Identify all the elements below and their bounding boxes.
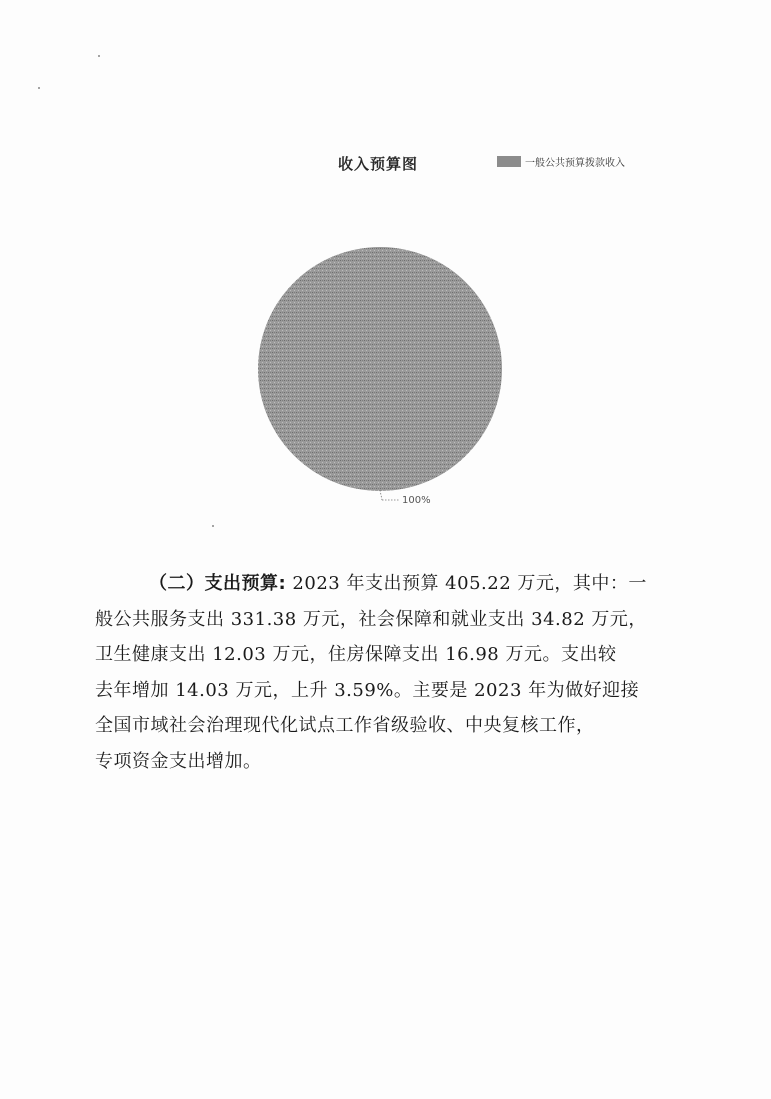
legend-swatch <box>497 156 521 167</box>
scan-speck <box>38 87 40 89</box>
paragraph-line-4: 去年增加 14.03 万元，上升 3.59%。主要是 2023 年为做好迎接 <box>95 679 640 701</box>
paragraph-line-3: 卫生健康支出 12.03 万元，住房保障支出 16.98 万元。支出较 <box>95 644 617 665</box>
scan-speck <box>212 525 214 527</box>
leader-line <box>380 490 382 500</box>
section-heading: （二）支出预算: <box>149 573 287 594</box>
paragraph-line-5: 全国市域社会治理现代化试点工作省级验收、中央复核工作， <box>95 715 595 736</box>
chart-legend <box>497 154 625 169</box>
pie-data-label: 100% <box>402 495 431 506</box>
paragraph-line-6: 专项资金支出增加。 <box>95 750 262 772</box>
line-text: 2023 年支出预算 405.22 万元，其中：一 <box>286 573 647 594</box>
chart-title: 收入预算图 <box>338 155 419 173</box>
pie-chart <box>240 232 520 512</box>
body-paragraph <box>95 566 667 779</box>
pie-slice <box>258 247 502 491</box>
scan-speck <box>98 55 100 57</box>
paragraph-line-1 <box>95 566 667 602</box>
legend-label: 一般公共预算拨款收入 <box>525 158 625 169</box>
paragraph-line-2: 般公共服务支出 331.38 万元，社会保障和就业支出 34.82 万元， <box>95 608 647 630</box>
